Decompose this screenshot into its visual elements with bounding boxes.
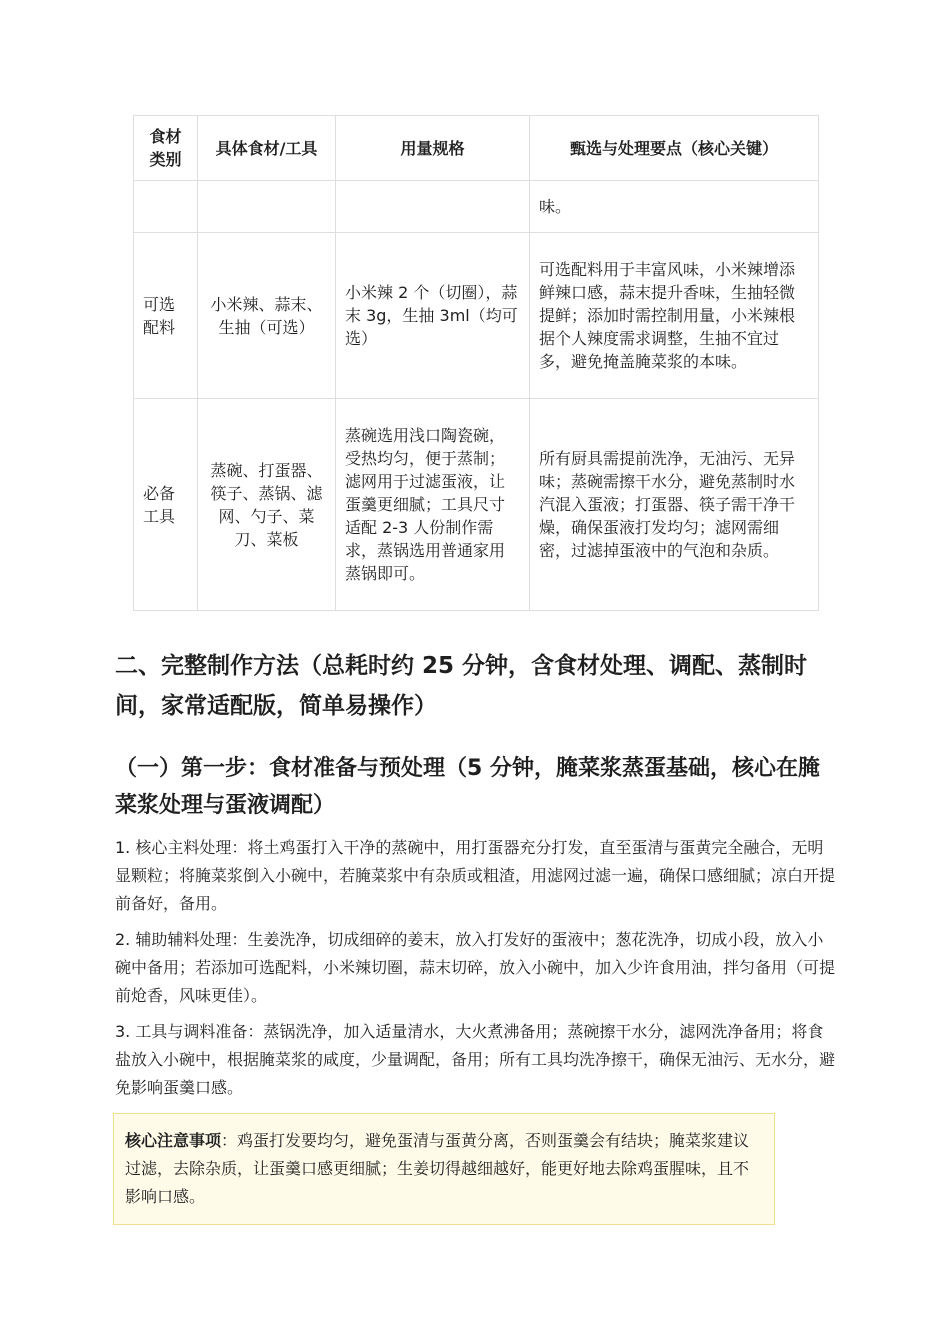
cell-category <box>134 181 198 233</box>
header-spec: 用量规格 <box>336 116 530 181</box>
list-item: 3. 工具与调料准备：蒸锅洗净，加入适量清水，大火煮沸备用；蒸碗擦干水分，滤网洗净备用；将食盐放入小碗中，根据腌菜浆的咸度，少量调配，备用；所有工具均洗净擦干，确保无油污、无水分，避免影响蛋羹口感。 <box>115 1022 836 1097</box>
cell-items <box>198 181 336 233</box>
list-item: 2. 辅助辅料处理：生姜洗净，切成细碎的姜末，放入打发好的蛋液中；葱花洗净，切成小段，放入小碗中备用；若添加可选配料，小米辣切圈，蒜末切碎，放入小碗中，加入少许食用油，拌匀备用（可提前炝香，风味更佳）。 <box>115 930 836 1005</box>
table-row <box>134 181 819 233</box>
table-row <box>134 233 819 399</box>
cell-category: 必备工具 <box>134 399 198 611</box>
header-note: 甄选与处理要点（核心关键） <box>530 116 819 181</box>
note-label: 核心注意事项 <box>125 1131 222 1150</box>
subsection-title: （一）第一步：食材准备与预处理（5 分钟，腌菜浆蒸蛋基础，核心在腌菜浆处理与蛋液调配） <box>115 756 820 818</box>
header-items: 具体食材/工具 <box>198 116 336 181</box>
steps-list <box>115 834 837 1110</box>
cell-note: 味。 <box>530 181 819 233</box>
note-text: ：鸡蛋打发要均匀，避免蛋清与蛋黄分离，否则蛋羹会有结块；腌菜浆建议过滤，去除杂质，让蛋羹口感更细腻；生姜切得越细越好，能更好地去除鸡蛋腥味，且不影响口感。 <box>125 1131 750 1206</box>
table-row <box>134 399 819 611</box>
cell-spec: 小米辣 2 个（切圈），蒜末 3g，生抽 3ml（均可选） <box>336 233 530 399</box>
ingredients-table <box>133 115 819 611</box>
cell-note: 可选配料用于丰富风味，小米辣增添鲜辣口感，蒜末提升香味，生抽轻微提鲜；添加时需控制用量，小米辣根据个人辣度需求调整，生抽不宜过多，避免掩盖腌菜浆的本味。 <box>530 233 819 399</box>
cell-items: 蒸碗、打蛋器、筷子、蒸锅、滤网、勺子、菜刀、菜板 <box>198 399 336 611</box>
cell-items: 小米辣、蒜末、生抽（可选） <box>198 233 336 399</box>
list-item: 1. 核心主料处理：将土鸡蛋打入干净的蒸碗中，用打蛋器充分打发，直至蛋清与蛋黄完全融合，无明显颗粒；将腌菜浆倒入小碗中，若腌菜浆中有杂质或粗渣，用滤网过滤一遍，确保口感细腻；凉白开提前备好，备用。 <box>115 838 836 913</box>
cell-category: 可选配料 <box>134 233 198 399</box>
table-header-row <box>134 116 819 181</box>
cell-note: 所有厨具需提前洗净，无油污、无异味；蒸碗需擦干水分，避免蒸制时水汽混入蛋液；打蛋器、筷子需干净干燥，确保蛋液打发均匀；滤网需细密，过滤掉蛋液中的气泡和杂质。 <box>530 399 819 611</box>
section-title: 二、完整制作方法（总耗时约 25 分钟，含食材处理、调配、蒸制时间，家常适配版，简单易操作） <box>115 653 808 719</box>
note-box <box>113 1113 775 1225</box>
header-category: 食材类别 <box>134 116 198 181</box>
cell-spec: 蒸碗选用浅口陶瓷碗，受热均匀，便于蒸制；滤网用于过滤蛋液，让蛋羹更细腻；工具尺寸适配 2-3 人份制作需求，蒸锅选用普通家用蒸锅即可。 <box>336 399 530 611</box>
cell-spec <box>336 181 530 233</box>
